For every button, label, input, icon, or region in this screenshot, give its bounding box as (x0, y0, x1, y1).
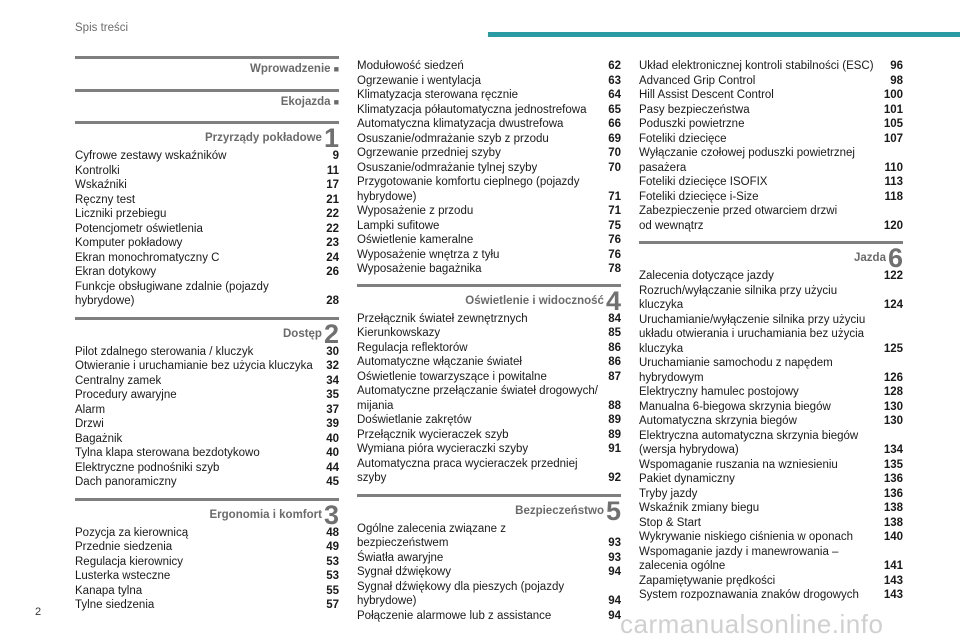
section-heading-wprowadzenie[interactable] (75, 56, 339, 77)
toc-entry-page: 86 (608, 356, 621, 368)
toc-entry-page: 70 (608, 147, 621, 159)
toc-entry-title: Wyposażenie wnętrza z tyłu (357, 248, 500, 261)
section-marker: ■ (333, 97, 339, 107)
toc-entry-title: Wykrywanie niskiego ciśnienia w oponach (639, 531, 854, 543)
section-heading-3[interactable] (75, 498, 339, 530)
toc-entry-page: 22 (326, 208, 339, 220)
toc-entry-title: Automatyczne przełączanie świateł drogowych/ mijania (357, 385, 598, 412)
toc-entry-title: Regulacja reflektorów (357, 341, 468, 354)
toc-entry-title: Wskaźnik zmiany biegu (639, 502, 760, 514)
toc-entry-title: Stop & Start (639, 516, 702, 529)
toc-entry-page: 136 (883, 473, 903, 485)
toc-entry-title: Ogólne zalecenia związane z bezpieczeństwem (357, 522, 506, 549)
toc-entry-title: Foteliki dziecięce i-Size (639, 190, 759, 203)
toc-entry-page: 70 (608, 161, 621, 174)
toc-entry[interactable] (357, 551, 621, 566)
toc-entry-page: 93 (608, 537, 621, 549)
toc-entry-page: 53 (326, 570, 339, 582)
toc-entry[interactable] (357, 384, 621, 413)
toc-entry[interactable] (75, 461, 339, 476)
toc-entry-page: 118 (884, 190, 903, 203)
toc-entry[interactable] (75, 280, 339, 309)
toc-entry-page: 86 (608, 341, 621, 354)
header-label: Spis treści (75, 22, 129, 34)
toc-entry-title: Wyłączanie czołowej poduszki powietrznej pasażera (639, 147, 855, 174)
toc-entry-page: 71 (608, 190, 621, 203)
toc-entry-page: 34 (326, 374, 339, 387)
toc-entry-page: 62 (608, 60, 621, 72)
toc-entry-title: Tylna klapa sterowana bezdotykowo (75, 447, 260, 459)
toc-entry[interactable] (357, 175, 621, 204)
toc-entry[interactable] (639, 516, 903, 531)
toc-entry-page: 105 (883, 118, 903, 130)
toc-entry-title: Układ elektronicznej kontroli stabilności (ESC) (639, 60, 874, 72)
toc-entry-title: Pasy bezpieczeństwa (639, 103, 750, 116)
toc-entry-title: Oświetlenie towarzyszące i powitalne (357, 370, 547, 383)
toc-entry-page: 21 (326, 193, 339, 206)
toc-entry-title: Liczniki przebiegu (75, 208, 167, 220)
toc-entry-page: 22 (326, 222, 339, 235)
toc-entry-title: Oświetlenie kameralne (357, 234, 474, 246)
page-number: 2 (35, 606, 42, 618)
section-heading-5[interactable] (357, 494, 621, 526)
toc-entry[interactable] (75, 251, 339, 266)
toc-entry-title: Ekran monochromatyczny C (75, 251, 220, 264)
toc-entry[interactable] (639, 175, 903, 190)
toc-entry-title: Automatyczne włączanie świateł (357, 356, 522, 368)
toc-entry-title: Automatyczna klimatyzacja dwustrefowa (357, 118, 564, 130)
toc-entry-page: 65 (608, 103, 621, 116)
toc-entry[interactable] (357, 117, 621, 132)
section-number: 3 (323, 499, 339, 530)
toc-entry-title: Tryby jazdy (639, 487, 698, 500)
toc-entry[interactable] (357, 146, 621, 161)
section-number: 5 (605, 495, 621, 526)
toc-entry-page: 66 (608, 118, 621, 130)
toc-entry[interactable] (357, 74, 621, 89)
toc-entry-title: Kanapa tylna (75, 584, 143, 597)
section-title: Przyrządy pokładowe (205, 132, 322, 144)
section-heading-4[interactable] (357, 284, 621, 316)
toc-entry-title: Alarm (75, 403, 106, 416)
toc-entry[interactable] (639, 487, 903, 502)
toc-entry-title: Osuszanie/odmrażanie szyb z przodu (357, 132, 549, 145)
toc-entry[interactable] (75, 432, 339, 447)
toc-entry[interactable] (357, 233, 621, 248)
toc-entry-title: Ogrzewanie przedniej szyby (357, 147, 501, 159)
toc-entry[interactable] (639, 132, 903, 147)
toc-entry-title: Elektryczne podnośniki szyb (75, 461, 220, 474)
toc-entry[interactable] (75, 417, 339, 432)
toc-entry[interactable] (639, 117, 903, 132)
toc-entry-page: 76 (608, 234, 621, 246)
toc-entry-title: Przednie siedzenia (75, 541, 173, 553)
toc-entry-page: 141 (883, 560, 903, 572)
entries-section-5-continued (639, 59, 903, 233)
toc-entry-title: Przygotowanie komfortu cieplnego (pojazdy hybrydowe) (357, 176, 580, 203)
entries-section-3-continued (357, 59, 621, 277)
toc-entry[interactable] (75, 222, 339, 237)
toc-entry[interactable] (75, 164, 339, 179)
toc-entry-page: 76 (608, 248, 621, 261)
toc-entry-page: 94 (608, 566, 621, 578)
toc-entry-title: Uruchamianie samochodu z napędem hybrydowym (639, 357, 833, 384)
toc-entry-title: Regulacja kierownicy (75, 555, 184, 568)
toc-entry[interactable] (639, 284, 903, 313)
toc-entry-title: Przełącznik świateł zewnętrznych (357, 312, 528, 325)
toc-entry[interactable] (639, 400, 903, 415)
toc-entry[interactable] (357, 341, 621, 356)
toc-entry-title: Cyfrowe zestawy wskaźników (75, 150, 227, 162)
toc-entry[interactable] (639, 545, 903, 574)
toc-entry-title: Lampki sufitowe (357, 219, 440, 232)
toc-entry[interactable] (357, 457, 621, 486)
toc-entry[interactable] (639, 88, 903, 103)
toc-entry-page: 89 (608, 414, 621, 426)
section-number: 6 (887, 243, 903, 273)
toc-entry-title: Ogrzewanie i wentylacja (357, 74, 482, 87)
toc-entry-title: Advanced Grip Control (639, 74, 756, 87)
toc-entry[interactable] (75, 359, 339, 374)
section-title: Dostęp (282, 327, 322, 340)
toc-entry-page: 84 (608, 312, 621, 325)
toc-entry-page: 75 (608, 219, 621, 232)
toc-entry[interactable] (639, 74, 903, 89)
toc-entry-title: Ręczny test (75, 193, 136, 206)
toc-entry-page: 94 (608, 609, 621, 622)
section-title: Bezpieczeństwo (515, 504, 604, 517)
toc-entry[interactable] (639, 588, 903, 603)
toc-entry-title: Automatyczna praca wycieraczek przedniej szyby (357, 457, 578, 484)
entries-section-6 (639, 269, 903, 603)
toc-entry-page: 130 (883, 400, 903, 413)
toc-entry-page: 125 (883, 342, 903, 355)
section-marker: ■ (333, 64, 339, 74)
toc-entry-title: Modułowość siedzeń (357, 60, 464, 72)
toc-entry[interactable] (357, 326, 621, 341)
toc-entry[interactable] (75, 236, 339, 251)
toc-entry-title: Komputer pokładowy (75, 237, 183, 249)
toc-entry-title: Osuszanie/odmrażanie tylnej szyby (357, 161, 538, 174)
toc-entry-title: Foteliki dziecięce ISOFIX (639, 176, 768, 188)
toc-entry[interactable] (639, 190, 903, 205)
toc-entry[interactable] (639, 313, 903, 357)
toc-entry-page: 107 (883, 132, 903, 145)
toc-entry-page: 64 (608, 89, 621, 101)
toc-entry[interactable] (75, 207, 339, 222)
toc-entry[interactable] (357, 248, 621, 263)
toc-entry[interactable] (75, 584, 339, 599)
toc-entry-page: 23 (326, 237, 339, 249)
section-heading-1[interactable] (75, 121, 339, 153)
entries-section-3 (75, 526, 339, 613)
toc-entry[interactable] (639, 385, 903, 400)
toc-entry[interactable] (639, 269, 903, 284)
toc-entry-page: 96 (890, 60, 903, 72)
toc-entry-page: 24 (326, 251, 339, 264)
section-heading-ekojazda[interactable] (75, 89, 339, 110)
toc-entry-title: Wyposażenie z przodu (357, 205, 474, 217)
toc-entry[interactable] (75, 540, 339, 555)
toc-entry-page: 88 (608, 399, 621, 412)
toc-entry-page: 53 (326, 555, 339, 568)
toc-entry[interactable] (357, 580, 621, 609)
toc-entry-page: 92 (608, 472, 621, 484)
toc-entry-title: Zapamiętywanie prędkości (639, 574, 776, 587)
toc-entry-title: Wspomaganie jazdy i manewrowania – zalecenia ogólne (639, 545, 839, 572)
toc-entry[interactable] (75, 388, 339, 403)
toc-entry-page: 45 (326, 476, 339, 488)
toc-entry[interactable] (639, 146, 903, 175)
toc-entry[interactable] (639, 59, 903, 74)
toc-entry-title: Rozruch/wyłączanie silnika przy użyciu kluczyka (639, 284, 838, 311)
toc-entry[interactable] (639, 472, 903, 487)
toc-entry-page: 120 (883, 219, 903, 232)
toc-entry-page: 134 (883, 444, 903, 456)
toc-entry-page: 136 (883, 487, 903, 500)
section-number: 1 (323, 123, 339, 153)
toc-entry-page: 71 (608, 205, 621, 217)
toc-entry[interactable] (639, 574, 903, 589)
toc-entry-page: 101 (883, 103, 903, 116)
entries-section-1 (75, 149, 339, 309)
section-heading-6[interactable] (639, 241, 903, 273)
entries-section-4 (357, 312, 621, 486)
toc-entry-title: Sygnał dźwiękowy (357, 566, 451, 578)
toc-entry-page: 40 (326, 447, 339, 459)
toc-entry[interactable] (75, 403, 339, 418)
toc-entry-page: 11 (326, 164, 339, 177)
toc-entry-page: 9 (332, 150, 339, 162)
toc-entry[interactable] (639, 501, 903, 516)
toc-entry-title: Ekran dotykowy (75, 266, 157, 278)
toc-entry-title: Przełącznik wycieraczek szyb (357, 428, 509, 441)
toc-entry[interactable] (357, 355, 621, 370)
toc-entry-page: 55 (326, 584, 339, 597)
toc-entry-page: 85 (608, 327, 621, 339)
toc-entry-title: Lusterka wsteczne (75, 570, 171, 582)
toc-entry-title: Doświetlanie zakrętów (357, 414, 472, 426)
toc-entry[interactable] (357, 609, 621, 624)
toc-entry[interactable] (75, 475, 339, 490)
toc-entry-title: Światła awaryjne (357, 551, 444, 564)
toc-entry-page: 138 (883, 516, 903, 529)
toc-entry-page: 130 (883, 415, 903, 427)
toc-entry[interactable] (357, 413, 621, 428)
toc-entry-title: Pozycja za kierownicą (75, 526, 189, 539)
toc-entry-title: Funkcje obsługiwane zdalnie (pojazdy hybrydowe) (75, 280, 269, 307)
toc-entry-title: Elektryczny hamulec postojowy (639, 386, 799, 398)
toc-entry[interactable] (357, 59, 621, 74)
toc-entry-page: 35 (326, 389, 339, 401)
toc-entry[interactable] (75, 569, 339, 584)
section-number: 2 (323, 318, 339, 349)
toc-column-2 (357, 0, 621, 623)
toc-entry-title: System rozpoznawania znaków drogowych (639, 589, 859, 601)
toc-entry-title: Połączenie alarmowe lub z assistance (357, 609, 552, 622)
toc-entry-page: 135 (883, 458, 903, 471)
section-title: Ekojazda (280, 96, 331, 108)
toc-entry-page: 122 (883, 270, 903, 282)
toc-entry[interactable] (75, 526, 339, 541)
toc-entry-page: 91 (608, 443, 621, 455)
toc-entry-title: Wskaźniki (75, 179, 127, 191)
toc-entry-page: 98 (890, 74, 903, 87)
section-number: 4 (605, 285, 621, 316)
toc-entry-title: Wspomaganie ruszania na wzniesieniu (639, 458, 838, 471)
toc-entry-page: 28 (326, 295, 339, 307)
toc-entry-title: Klimatyzacja półautomatyczna jednostrefowa (357, 103, 587, 116)
toc-entry[interactable] (639, 356, 903, 385)
toc-entry-title: Elektryczna automatyczna skrzynia biegów (wersja hybrydowa) (639, 429, 859, 456)
toc-entry-page: 48 (326, 526, 339, 539)
toc-entry-title: Dach panoramiczny (75, 476, 177, 488)
toc-entry-title: Wymiana pióra wycieraczki szyby (357, 443, 529, 455)
section-title: Ergonomia i komfort (209, 508, 322, 521)
section-title: Jazda (854, 252, 886, 264)
toc-entry-page: 17 (326, 179, 339, 191)
toc-entry-page: 124 (883, 299, 903, 311)
toc-entry[interactable] (357, 88, 621, 103)
toc-entry[interactable] (75, 555, 339, 570)
toc-entry-title: Drzwi (75, 418, 104, 430)
section-title: Oświetlenie i widoczność (465, 294, 604, 307)
toc-entry[interactable] (75, 598, 339, 613)
toc-entry[interactable] (357, 219, 621, 234)
toc-entry[interactable] (357, 103, 621, 118)
toc-entry-page: 126 (883, 371, 903, 384)
toc-entry-title: Uruchamianie/wyłączenie silnika przy użyciu układu otwierania i uruchamiania bez użycia kluczyka (639, 313, 866, 355)
toc-entry-page: 93 (608, 551, 621, 564)
toc-entry-page: 57 (326, 599, 339, 611)
entries-section-5 (357, 522, 621, 624)
toc-entry[interactable] (75, 374, 339, 389)
toc-entry[interactable] (357, 204, 621, 219)
toc-entry-title: Manualna 6-biegowa skrzynia biegów (639, 400, 831, 413)
toc-entry[interactable] (639, 204, 903, 233)
toc-entry-title: Zabezpieczenie przed otwarciem drzwi od wewnątrz (639, 205, 838, 232)
toc-entry[interactable] (75, 178, 339, 193)
toc-column-3 (639, 0, 903, 603)
toc-entry-page: 39 (326, 418, 339, 430)
toc-entry[interactable] (639, 458, 903, 473)
toc-entry[interactable] (357, 522, 621, 551)
toc-entry-page: 100 (883, 89, 903, 101)
toc-entry[interactable] (357, 370, 621, 385)
toc-entry-page: 37 (326, 403, 339, 416)
toc-entry-title: Procedury awaryjne (75, 389, 177, 401)
toc-entry[interactable] (357, 312, 621, 327)
toc-entry[interactable] (357, 428, 621, 443)
toc-entry-title: Klimatyzacja sterowana ręcznie (357, 89, 519, 101)
toc-entry-title: Kontrolki (75, 164, 120, 177)
toc-entry-title: Poduszki powietrzne (639, 118, 745, 130)
toc-entry[interactable] (639, 429, 903, 458)
toc-entry-page: 113 (884, 176, 903, 188)
section-title: Wprowadzenie (250, 63, 331, 75)
toc-entry[interactable] (357, 565, 621, 580)
toc-entry-page: 143 (883, 574, 903, 587)
toc-entry-page: 32 (326, 360, 339, 372)
toc-entry[interactable] (357, 442, 621, 457)
toc-entry-page: 89 (608, 428, 621, 441)
toc-entry-title: Foteliki dziecięce (639, 132, 727, 145)
toc-entry-page: 94 (608, 595, 621, 607)
toc-entry-title: Pakiet dynamiczny (639, 473, 735, 485)
entries-section-2 (75, 345, 339, 490)
toc-entry[interactable] (357, 161, 621, 176)
toc-entry-title: Bagażnik (75, 432, 123, 445)
toc-entry-page: 138 (883, 502, 903, 514)
toc-entry-title: Kierunkowskazy (357, 327, 441, 339)
toc-entry[interactable] (75, 345, 339, 360)
toc-entry-title: Sygnał dźwiękowy dla pieszych (pojazdy hybrydowe) (357, 580, 565, 607)
toc-entry[interactable] (357, 132, 621, 147)
toc-entry-title: Wyposażenie bagażnika (357, 263, 482, 275)
toc-entry-title: Zalecenia dotyczące jazdy (639, 270, 774, 282)
toc-entry[interactable] (75, 446, 339, 461)
toc-entry-page: 87 (608, 370, 621, 383)
toc-entry-page: 26 (326, 266, 339, 278)
toc-entry-page: 44 (326, 461, 339, 474)
watermark: carmanualsonline.info (620, 609, 884, 639)
toc-entry-page: 49 (326, 541, 339, 553)
toc-entry-title: Otwieranie i uruchamianie bez użycia kluczyka (75, 360, 313, 372)
toc-entry-page: 30 (326, 345, 339, 358)
toc-entry-page: 78 (608, 263, 621, 275)
toc-entry-page: 128 (883, 386, 903, 398)
toc-entry-title: Centralny zamek (75, 374, 162, 387)
toc-entry-page: 69 (608, 132, 621, 145)
toc-entry-page: 143 (883, 589, 903, 601)
toc-entry-page: 110 (884, 161, 903, 174)
toc-entry-title: Tylne siedzenia (75, 599, 155, 611)
toc-entry[interactable] (639, 103, 903, 118)
toc-entry[interactable] (75, 265, 339, 280)
toc-entry[interactable] (639, 530, 903, 545)
toc-column-1 (75, 0, 339, 613)
toc-entry-title: Hill Assist Descent Control (639, 89, 774, 101)
toc-entry-page: 63 (608, 74, 621, 87)
toc-entry-page: 140 (883, 531, 903, 543)
section-heading-2[interactable] (75, 317, 339, 349)
toc-entry[interactable] (75, 193, 339, 208)
toc-entry[interactable] (639, 414, 903, 429)
toc-entry[interactable] (75, 149, 339, 164)
toc-entry-title: Potencjometr oświetlenia (75, 222, 203, 235)
toc-entry-title: Pilot zdalnego sterowania / kluczyk (75, 345, 254, 358)
toc-entry[interactable] (357, 262, 621, 277)
toc-entry-title: Automatyczna skrzynia biegów (639, 415, 797, 427)
toc-entry-page: 40 (326, 432, 339, 445)
